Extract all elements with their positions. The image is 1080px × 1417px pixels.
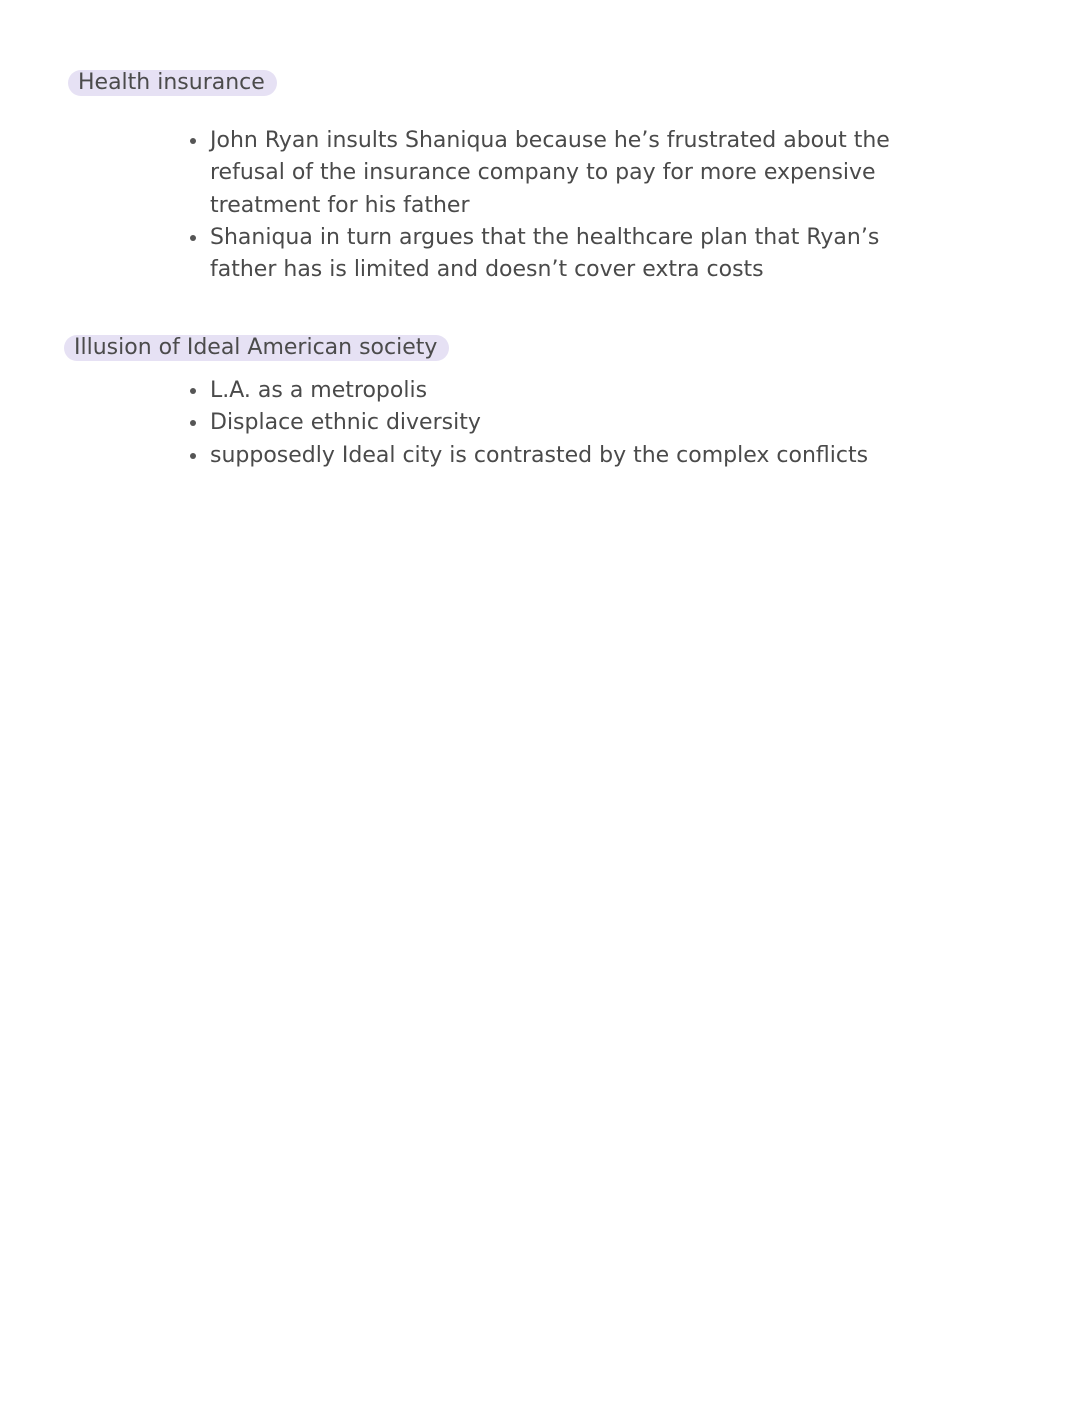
bullet-icon <box>190 138 196 144</box>
bullet-icon <box>190 388 196 394</box>
list-item <box>0 125 910 222</box>
section-heading: Health insurance <box>68 70 277 96</box>
list-item-text: Displace ethnic diversity <box>210 410 481 436</box>
list-item-text: supposedly Ideal city is contrasted by the complex conflicts <box>210 442 869 468</box>
bullet-list <box>0 125 910 286</box>
list-item-text: L.A. as a metropolis <box>210 378 428 403</box>
list-item-text: Shaniqua in turn argues that the healthcare plan that Ryan’s father has is limited and doesn’t cover extra costs <box>210 224 880 283</box>
bullet-list <box>0 375 930 472</box>
list-item <box>0 222 910 287</box>
list-item <box>0 440 930 472</box>
bullet-icon <box>190 235 196 241</box>
bullet-icon <box>190 420 196 426</box>
section-heading: Illusion of Ideal American society <box>64 335 449 361</box>
bullet-icon <box>190 453 196 459</box>
list-item <box>0 375 910 407</box>
list-item <box>0 407 910 439</box>
list-item-text: John Ryan insults Shaniqua because he’s frustrated about the refusal of the insurance company to pay for more expensive treatment for his father <box>210 128 890 218</box>
